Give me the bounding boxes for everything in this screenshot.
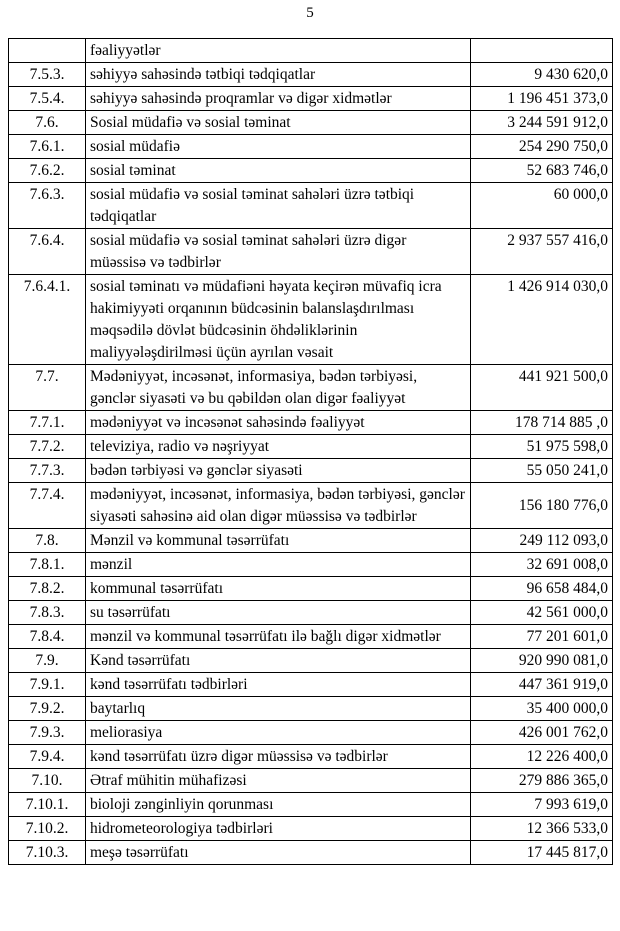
row-amount: 77 201 601,0 — [471, 625, 613, 649]
row-description: Mənzil və kommunal təsərrüfatı — [86, 529, 471, 553]
row-description: televiziya, radio və nəşriyyat — [86, 435, 471, 459]
row-code: 7.9.2. — [9, 697, 86, 721]
table-row — [9, 817, 613, 841]
table-row — [9, 625, 613, 649]
table-row — [9, 649, 613, 673]
table-row — [9, 63, 613, 87]
row-amount: 32 691 008,0 — [471, 553, 613, 577]
row-description: səhiyyə sahəsində tətbiqi tədqiqatlar — [86, 63, 471, 87]
row-description: Mədəniyyət, incəsənət, informasiya, bədən tərbiyəsi, gənclər siyasəti və bu qəbildən olan digər fəaliyyət — [86, 365, 471, 411]
row-description: kənd təsərrüfatı tədbirləri — [86, 673, 471, 697]
row-description: Kənd təsərrüfatı — [86, 649, 471, 673]
row-description: kənd təsərrüfatı üzrə digər müəssisə və tədbirlər — [86, 745, 471, 769]
row-amount: 447 361 919,0 — [471, 673, 613, 697]
table-row — [9, 159, 613, 183]
row-amount: 279 886 365,0 — [471, 769, 613, 793]
row-description: baytarlıq — [86, 697, 471, 721]
row-description: mənzil və kommunal təsərrüfatı ilə bağlı digər xidmətlər — [86, 625, 471, 649]
table-row — [9, 601, 613, 625]
table-row — [9, 183, 613, 229]
row-code: 7.6.4. — [9, 229, 86, 275]
row-amount: 9 430 620,0 — [471, 63, 613, 87]
table-row — [9, 529, 613, 553]
row-code: 7.7.2. — [9, 435, 86, 459]
table-row — [9, 553, 613, 577]
budget-table-body — [9, 39, 613, 865]
row-amount: 42 561 000,0 — [471, 601, 613, 625]
row-code: 7.7.4. — [9, 483, 86, 529]
row-amount: 7 993 619,0 — [471, 793, 613, 817]
row-code: 7.10.2. — [9, 817, 86, 841]
row-amount: 52 683 746,0 — [471, 159, 613, 183]
table-row — [9, 275, 613, 365]
table-row — [9, 721, 613, 745]
row-description: bədən tərbiyəsi və gənclər siyasəti — [86, 459, 471, 483]
row-description: su təsərrüfatı — [86, 601, 471, 625]
row-amount: 254 290 750,0 — [471, 135, 613, 159]
row-description: mədəniyyət, incəsənət, informasiya, bədən tərbiyəsi, gənclər siyasəti sahəsinə aid olan digər müəssisə və tədbirlər — [86, 483, 471, 529]
row-amount: 51 975 598,0 — [471, 435, 613, 459]
table-row — [9, 411, 613, 435]
row-code: 7.9.3. — [9, 721, 86, 745]
row-code: 7.8.4. — [9, 625, 86, 649]
row-description: mənzil — [86, 553, 471, 577]
row-amount: 55 050 241,0 — [471, 459, 613, 483]
table-row — [9, 769, 613, 793]
budget-table — [8, 38, 613, 865]
row-code: 7.7. — [9, 365, 86, 411]
row-code: 7.7.3. — [9, 459, 86, 483]
row-code: 7.6.3. — [9, 183, 86, 229]
row-description: fəaliyyətlər — [86, 39, 471, 63]
row-description: mədəniyyət və incəsənət sahəsində fəaliyyət — [86, 411, 471, 435]
row-amount: 3 244 591 912,0 — [471, 111, 613, 135]
row-code: 7.6.2. — [9, 159, 86, 183]
table-row — [9, 841, 613, 865]
row-amount: 2 937 557 416,0 — [471, 229, 613, 275]
table-row — [9, 577, 613, 601]
row-code: 7.8. — [9, 529, 86, 553]
table-row — [9, 793, 613, 817]
row-description: bioloji zənginliyin qorunması — [86, 793, 471, 817]
row-amount: 12 226 400,0 — [471, 745, 613, 769]
row-description: meşə təsərrüfatı — [86, 841, 471, 865]
row-code: 7.8.1. — [9, 553, 86, 577]
row-description: sosial müdafiə — [86, 135, 471, 159]
row-code — [9, 39, 86, 63]
table-row — [9, 697, 613, 721]
page-number: 5 — [306, 5, 314, 21]
table-row — [9, 673, 613, 697]
row-amount: 1 426 914 030,0 — [471, 275, 613, 365]
row-amount: 249 112 093,0 — [471, 529, 613, 553]
row-description: Sosial müdafiə və sosial təminat — [86, 111, 471, 135]
row-amount: 17 445 817,0 — [471, 841, 613, 865]
row-amount: 156 180 776,0 — [471, 483, 613, 529]
row-code: 7.10.3. — [9, 841, 86, 865]
row-amount: 60 000,0 — [471, 183, 613, 229]
table-row — [9, 87, 613, 111]
row-description: sosial müdafiə və sosial təminat sahələri üzrə tətbiqi tədqiqatlar — [86, 183, 471, 229]
row-amount: 426 001 762,0 — [471, 721, 613, 745]
row-description: kommunal təsərrüfatı — [86, 577, 471, 601]
row-description: səhiyyə sahəsində proqramlar və digər xidmətlər — [86, 87, 471, 111]
table-row — [9, 483, 613, 529]
row-code: 7.5.4. — [9, 87, 86, 111]
table-row — [9, 745, 613, 769]
row-code: 7.8.2. — [9, 577, 86, 601]
table-row — [9, 229, 613, 275]
row-code: 7.5.3. — [9, 63, 86, 87]
row-code: 7.6.1. — [9, 135, 86, 159]
row-description: Ətraf mühitin mühafizəsi — [86, 769, 471, 793]
row-code: 7.7.1. — [9, 411, 86, 435]
row-description: sosial təminat — [86, 159, 471, 183]
row-description: sosial müdafiə və sosial təminat sahələri üzrə digər müəssisə və tədbirlər — [86, 229, 471, 275]
row-code: 7.10. — [9, 769, 86, 793]
row-code: 7.9. — [9, 649, 86, 673]
table-row — [9, 365, 613, 411]
table-row — [9, 111, 613, 135]
row-code: 7.6.4.1. — [9, 275, 86, 365]
table-row — [9, 459, 613, 483]
row-description: hidrometeorologiya tədbirləri — [86, 817, 471, 841]
table-row — [9, 435, 613, 459]
row-description: meliorasiya — [86, 721, 471, 745]
row-amount — [471, 39, 613, 63]
row-code: 7.8.3. — [9, 601, 86, 625]
row-amount: 441 921 500,0 — [471, 365, 613, 411]
row-code: 7.6. — [9, 111, 86, 135]
row-description: sosial təminatı və müdafiəni həyata keçirən müvafiq icra hakimiyyəti orqanının büdcəsinin balanslaşdırılması məqsədilə dövlət büdcəsinin öhdəliklərinin maliyyələşdirilməsi üçün ayrılan vəsait — [86, 275, 471, 365]
row-amount: 178 714 885 ,0 — [471, 411, 613, 435]
row-amount: 12 366 533,0 — [471, 817, 613, 841]
table-row — [9, 135, 613, 159]
table-row — [9, 39, 613, 63]
row-code: 7.10.1. — [9, 793, 86, 817]
row-amount: 920 990 081,0 — [471, 649, 613, 673]
row-amount: 96 658 484,0 — [471, 577, 613, 601]
row-code: 7.9.1. — [9, 673, 86, 697]
row-amount: 35 400 000,0 — [471, 697, 613, 721]
row-code: 7.9.4. — [9, 745, 86, 769]
row-amount: 1 196 451 373,0 — [471, 87, 613, 111]
